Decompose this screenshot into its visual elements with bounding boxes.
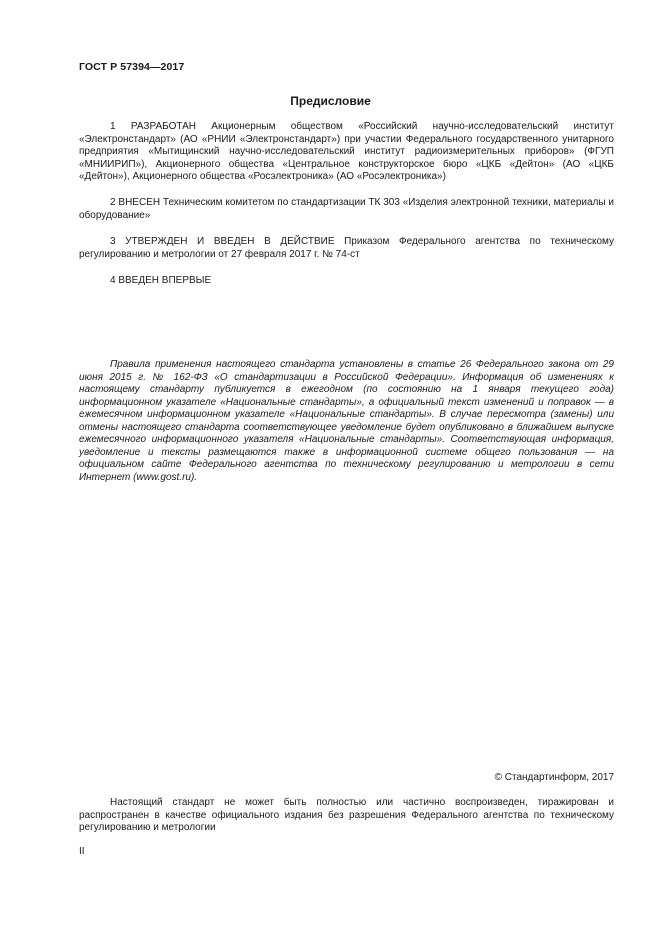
application-rules-notice: Правила применения настоящего стандарта установлены в статье 26 Федерального закона от 29 июня 2015 г. № 162-ФЗ «О стандартизации в Российской Федерации». Информация об изменениях к настоящему стандарту публикуется в ежегодном (по состоянию на 1 января текущего года) информационном указателе «Национальные стандарты», а официальный текст изменений и поправок — в ежемесячном информационном указателе «Национальные стандарты». В случае пересмотра (замены) или отмены настоящего стандарта соответствующее уведомление будет опубликовано в ближайшем выпуске ежемесячного информационного указателя «Национальные стандарты». Соответствующая информация, уведомление и тексты размещаются также в информационной системе общего пользования — на официальном сайте Федерального агентства по техническому регулированию и метрологии в сети Интернет (www.gost.ru). [79, 359, 614, 483]
page-title: Предисловие [290, 94, 371, 108]
reproduction-notice: Настоящий стандарт не может быть полностью или частично воспроизведен, тиражирован и распространен в качестве официального издания без разрешения Федерального агентства по техническому регулированию и метрологии [79, 797, 614, 833]
paragraph-first-introduced: 4 ВВЕДЕН ВПЕРВЫЕ [110, 275, 212, 286]
page-number: II [79, 846, 85, 857]
paragraph-developed: 1 РАЗРАБОТАН Акционерным обществом «Российский научно-исследовательский институт «Электронстандарт» (АО «РНИИ «Электронстандарт») при участии Федерального государственного унитарного предприятия «Мытищинский научно-исследовательский институт радиоизмерительных приборов» (ФГУП «МНИИРИП»), Акционерного общества «Центральное конструкторское бюро «ЦКБ «Дейтон» (АО «ЦКБ «Дейтон»), Акционерного общества «Росэлектроника» (АО «Росэлектроника») [79, 121, 614, 182]
paragraph-introduced: 2 ВНЕСЕН Техническим комитетом по стандартизации ТК 303 «Изделия электронной техники, материалы и оборудование» [79, 197, 614, 221]
paragraph-approved: 3 УТВЕРЖДЕН И ВВЕДЕН В ДЕЙСТВИЕ Приказом Федерального агентства по техническому регулированию и метрологии от 27 февраля 2017 г. № 74-ст [79, 236, 614, 260]
standard-code: ГОСТ Р 57394—2017 [79, 61, 185, 73]
copyright-line: © Стандартинформ, 2017 [494, 772, 614, 783]
